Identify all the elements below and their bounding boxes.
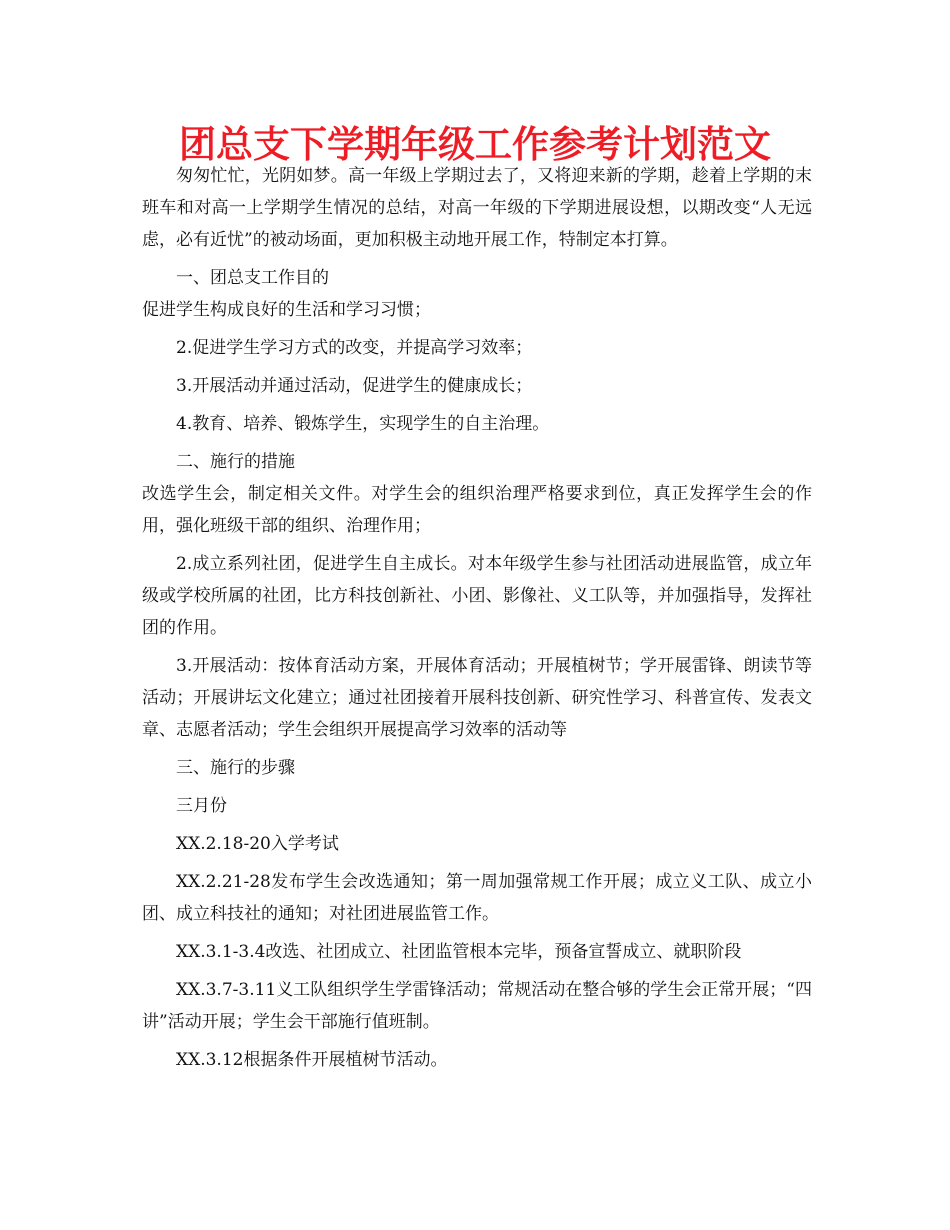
section-heading: 二、施行的措施 [176, 452, 295, 472]
section-heading: 三、施行的步骤 [176, 758, 295, 778]
schedule-item: XX.3.12根据条件开展植树节活动。 [176, 1050, 448, 1070]
section-heading: 一、团总支工作目的 [176, 268, 329, 288]
schedule-item: XX.2.21-28发布学生会改选通知；第一周加强常规工作开展；成立义工队、成立小团、成立科技社的通知；对社团进展监管工作。 [142, 872, 812, 924]
document-title: 团总支下学期年级工作参考计划范文 [179, 123, 771, 166]
list-item: 3.开展活动：按体育活动方案，开展体育活动；开展植树节；学开展雷锋、朗读节等活动；开展讲坛文化建立；通过社团接着开展科技创新、研究性学习、科普宣传、发表文章、志愿者活动；学生会组织开展提高学习效率的活动等 [142, 656, 812, 740]
schedule-item: XX.2.18-20入学考试 [176, 834, 339, 854]
list-item: 3.开展活动并通过活动，促进学生的健康成长； [176, 376, 533, 396]
month-heading: 三月份 [176, 796, 227, 816]
paragraph: 改选学生会，制定相关文件。对学生会的组织治理严格要求到位，真正发挥学生会的作用，强化班级干部的组织、治理作用； [142, 484, 812, 536]
list-item: 2.促进学生学习方式的改变，并提高学习效率； [176, 338, 533, 358]
schedule-item: XX.3.1-3.4改选、社团成立、社团监管根本完毕，预备宣誓成立、就职阶段 [176, 942, 742, 962]
paragraph: 促进学生构成良好的生活和学习习惯； [142, 300, 431, 320]
schedule-item: XX.3.7-3.11义工队组织学生学雷锋活动；常规活动在整合够的学生会正常开展；“四讲”活动开展；学生会干部施行值班制。 [142, 980, 812, 1032]
paragraph: 匆匆忙忙，光阴如梦。高一年级上学期过去了，又将迎来新的学期，趁着上学期的末班车和对高一上学期学生情况的总结，对高一年级的下学期进展设想，以期改变“人无远虑，必有近忧”的被动场面，更加积极主动地开展工作，特制定本打算。 [142, 166, 812, 250]
list-item: 4.教育、培养、锻炼学生，实现学生的自主治理。 [176, 414, 550, 434]
list-item: 2.成立系列社团，促进学生自主成长。对本年级学生参与社团活动进展监管，成立年级或学校所属的社团，比方科技创新社、小团、影像社、义工队等，并加强指导，发挥社团的作用。 [142, 554, 812, 638]
document-body [142, 160, 812, 1076]
